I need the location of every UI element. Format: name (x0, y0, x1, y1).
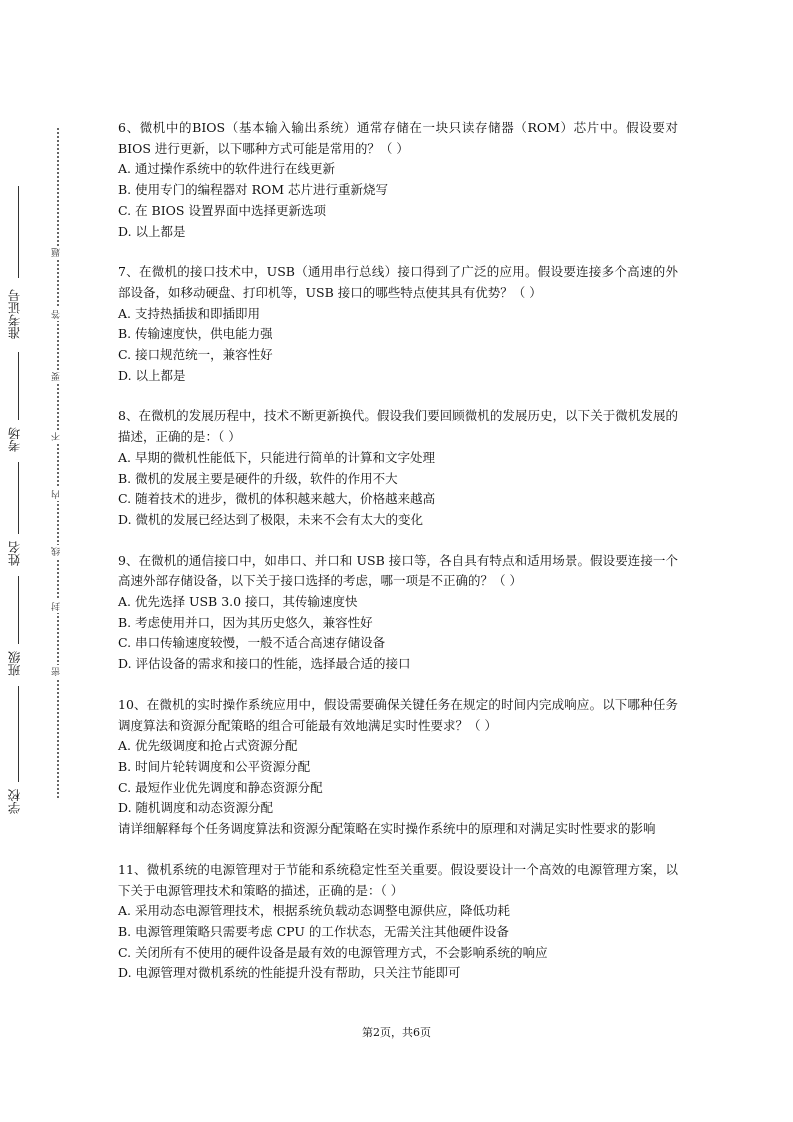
seal-char-mi: 密 (52, 667, 62, 676)
question-6 (118, 118, 678, 242)
option-c: C. 接口规范统一，兼容性好 (118, 347, 273, 363)
student-id-blank-line (18, 186, 19, 278)
seal-char-nei: 内 (52, 490, 62, 499)
question-stem: 9、在微机的通信接口中，如串口、并口和 USB 接口等，各自具有特点和适用场景。假设要连接一个高速外部存储设备，以下关于接口选择的考虑，哪一项是不正确的？（ ） (118, 552, 678, 589)
page-number-footer: 第2页，共6页 (362, 1026, 431, 1039)
seal-char-bu: 不 (52, 432, 62, 441)
option-d: D. 以上都是 (118, 367, 186, 383)
option-d: D. 电源管理对微机系统的性能提升没有帮助，只关注节能即可 (118, 965, 461, 981)
school-label: 学校 (7, 789, 22, 815)
question-7 (118, 262, 678, 386)
seal-dotted-line (57, 128, 59, 798)
option-b: B. 电源管理策略只需要考虑 CPU 的工作状态，无需关注其他硬件设备 (118, 923, 509, 939)
question-note: 请详细解释每个任务调度算法和资源分配策略在实时操作系统中的原理和对满足实时性要求的影响 (118, 821, 656, 837)
student-name-label: 姓名 (7, 541, 22, 567)
student-id-label: 准考证号 (7, 289, 22, 339)
seal-char-ti: 题 (52, 248, 62, 257)
option-d: D. 以上都是 (118, 223, 186, 239)
option-a: A. 优先级调度和抢占式资源分配 (118, 738, 298, 754)
option-a: A. 支持热插拔和即插即用 (118, 305, 260, 321)
seal-char-xian: 线 (52, 547, 62, 556)
seal-char-da: 答 (52, 310, 62, 319)
option-a: A. 优先选择 USB 3.0 接口，其传输速度快 (118, 594, 358, 610)
question-11 (118, 860, 678, 984)
option-d: D. 评估设备的需求和接口的性能，选择最合适的接口 (118, 656, 411, 672)
option-b: B. 使用专门的编程器对 ROM 芯片进行重新烧写 (118, 182, 389, 198)
question-9 (118, 551, 678, 675)
option-c: C. 串口传输速度较慢，一般不适合高速存储设备 (118, 635, 386, 651)
option-d: D. 微机的发展已经达到了极限，未来不会有太大的变化 (118, 511, 424, 527)
question-stem: 8、在微机的发展历程中，技术不断更新换代。假设我们要回顾微机的发展历史，以下关于微机发展的描述，正确的是：（ ） (118, 408, 678, 445)
exam-room-blank-line (18, 352, 19, 420)
question-stem: 11、微机系统的电源管理对于节能和系统稳定性至关重要。假设要设计一个高效的电源管理方案，以下关于电源管理技术和策略的描述，正确的是：（ ） (118, 861, 678, 898)
binding-strip (0, 0, 75, 1122)
exam-room-label: 考场 (7, 427, 22, 453)
option-b: B. 微机的发展主要是硬件的升级，软件的作用不大 (118, 470, 398, 486)
option-b: B. 传输速度快，供电能力强 (118, 326, 273, 342)
class-label: 班级 (7, 651, 22, 677)
question-8 (118, 406, 678, 530)
seal-char-feng: 封 (52, 602, 62, 611)
option-b: B. 考虑使用并口，因为其历史悠久，兼容性好 (118, 614, 373, 630)
option-d: D. 随机调度和动态资源分配 (118, 800, 274, 816)
option-c: C. 随着技术的进步，微机的体积越来越大，价格越来越高 (118, 491, 436, 507)
question-10 (118, 695, 678, 840)
question-list (118, 118, 678, 1004)
question-stem: 10、在微机的实时操作系统应用中，假设需要确保关键任务在规定的时间内完成响应。以下哪种任务调度算法和资源分配策略的组合可能最有效地满足实时性要求？（ ） (118, 696, 678, 733)
option-a: A. 采用动态电源管理技术，根据系统负载动态调整电源供应，降低功耗 (118, 903, 510, 919)
option-b: B. 时间片轮转调度和公平资源分配 (118, 758, 311, 774)
student-name-blank-line (18, 462, 19, 534)
option-a: A. 通过操作系统中的软件进行在线更新 (118, 161, 335, 177)
seal-char-yao: 要 (52, 372, 62, 381)
school-blank-line (18, 686, 19, 782)
class-blank-line (18, 576, 19, 644)
question-stem: 7、在微机的接口技术中，USB（通用串行总线）接口得到了广泛的应用。假设要连接多个高速的外部设备，如移动硬盘、打印机等，USB 接口的哪些特点使其具有优势？（ ） (118, 264, 678, 300)
option-c: C. 在 BIOS 设置界面中选择更新选项 (118, 202, 326, 218)
question-stem: 6、微机中的BIOS（基本输入输出系统）通常存储在一块只读存储器（ROM）芯片中。假设要对 BIOS 进行更新，以下哪种方式可能是常用的？（ ） (118, 120, 678, 156)
option-c: C. 关闭所有不使用的硬件设备是最有效的电源管理方式，不会影响系统的响应 (118, 944, 548, 960)
option-c: C. 最短作业优先调度和静态资源分配 (118, 779, 323, 795)
option-a: A. 早期的微机性能低下，只能进行简单的计算和文字处理 (118, 449, 435, 465)
